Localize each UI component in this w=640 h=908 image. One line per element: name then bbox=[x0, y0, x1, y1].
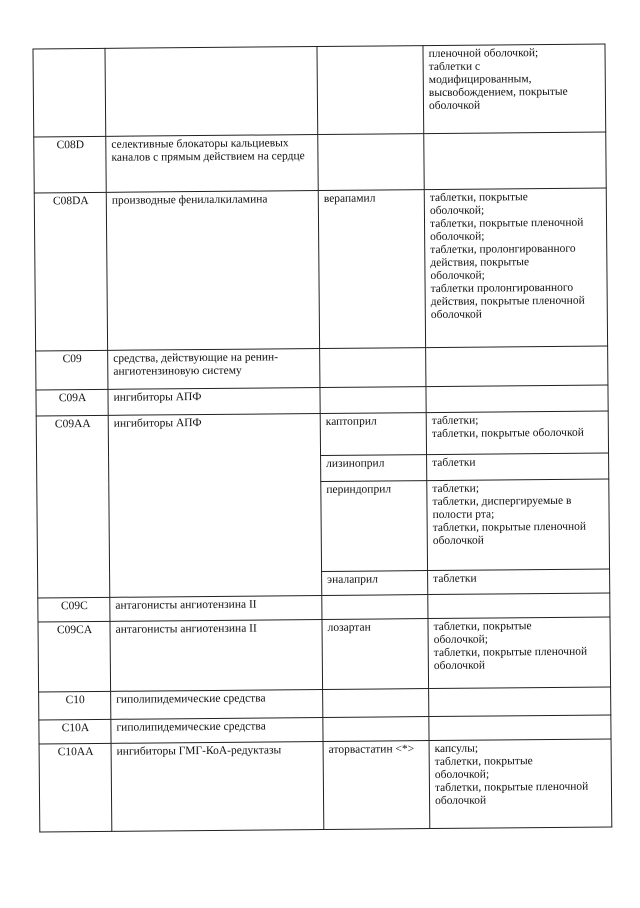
dosage-form-line: действия, покрытые пленочной bbox=[430, 294, 585, 309]
dosage-form-line: оболочкой; bbox=[434, 768, 490, 782]
group-name-cell: производные фенилалкиламина bbox=[106, 191, 319, 351]
dosage-form-line: оболочкой bbox=[432, 534, 484, 548]
dosage-form-cell bbox=[426, 346, 608, 387]
dosage-form-line: оболочкой; bbox=[430, 230, 485, 244]
dosage-form-line: таблетки; bbox=[431, 414, 479, 428]
atc-code-cell: C10 bbox=[39, 691, 111, 720]
dosage-form-cell bbox=[423, 44, 606, 134]
dosage-form-cell bbox=[426, 411, 608, 455]
dosage-form-line: пленочной оболочкой; bbox=[428, 47, 539, 61]
table-row bbox=[36, 411, 608, 458]
group-name-cell: средства, действующие на ренин-ангиотензиновую систему bbox=[108, 348, 320, 389]
dosage-form-line: таблетки, покрытые пленочной bbox=[433, 645, 588, 660]
atc-code-cell bbox=[33, 48, 106, 137]
group-name-cell: гиполипидемические средства bbox=[111, 689, 323, 719]
atc-code-cell: C08DA bbox=[34, 192, 107, 351]
inn-cell: периндоприл bbox=[321, 481, 428, 572]
inn-cell: верапамил bbox=[318, 190, 425, 349]
dosage-form-line: таблетки с bbox=[428, 60, 481, 74]
dosage-form-line: высвобождением, покрытые bbox=[428, 85, 568, 100]
dosage-form-line: таблетки; bbox=[432, 482, 480, 496]
dosage-form-cell bbox=[429, 715, 611, 741]
table-row bbox=[34, 132, 606, 193]
inn-cell bbox=[320, 387, 426, 414]
dosage-form-cell bbox=[428, 617, 611, 689]
dosage-form-line: модифицированным, bbox=[428, 73, 532, 87]
dosage-form-cell bbox=[424, 132, 606, 190]
group-name-cell: гиполипидемические средства bbox=[111, 717, 323, 743]
dosage-form-line: оболочкой; bbox=[433, 633, 488, 647]
group-name-cell: антагонисты ангиотензина II bbox=[110, 619, 323, 691]
dosage-form-line: оболочкой bbox=[430, 308, 482, 322]
dosage-form-line: оболочкой; bbox=[429, 204, 485, 218]
dosage-form-line: таблетки пролонгированного bbox=[430, 281, 574, 296]
dosage-form-line: капсулы; bbox=[434, 742, 479, 756]
table-row bbox=[38, 617, 611, 692]
dosage-form-cell bbox=[427, 479, 610, 571]
dosage-form-line: таблетки, покрытые bbox=[434, 755, 533, 769]
inn-cell bbox=[323, 689, 429, 718]
drug-classification-table bbox=[32, 43, 612, 832]
dosage-form-line: таблетки, диспергируемые в bbox=[432, 494, 572, 509]
dosage-form-line: полости рта; bbox=[432, 508, 495, 522]
dosage-form-line: таблетки, покрытые bbox=[433, 620, 532, 634]
dosage-form-cell bbox=[429, 687, 611, 717]
group-name-cell: ингибиторы ГМГ-КоА-редуктазы bbox=[111, 741, 324, 831]
atc-code-cell: C09 bbox=[36, 350, 108, 390]
atc-code-cell: C09A bbox=[36, 389, 108, 416]
dosage-form-line: действия, покрытые bbox=[430, 256, 530, 270]
dosage-form-cell bbox=[426, 385, 608, 413]
inn-cell: каптоприл bbox=[320, 413, 426, 456]
dosage-form-line: таблетки, покрытые пленочной bbox=[429, 216, 584, 231]
dosage-form-line: таблетки, покрытые пленочной bbox=[434, 780, 589, 795]
group-name-cell: ингибиторы АПФ bbox=[108, 387, 320, 415]
inn-cell bbox=[318, 134, 424, 191]
dosage-form-line: оболочкой bbox=[435, 794, 487, 808]
group-name-cell: ингибиторы АПФ bbox=[108, 413, 322, 597]
dosage-form-cell bbox=[424, 188, 607, 348]
inn-cell: эналаприл bbox=[322, 571, 428, 596]
atc-code-cell: C10AA bbox=[39, 743, 112, 832]
atc-code-cell: C09AA bbox=[36, 415, 110, 598]
atc-code-cell: C10A bbox=[39, 719, 111, 744]
dosage-form-cell bbox=[428, 593, 610, 619]
atc-code-cell: C08D bbox=[34, 136, 106, 193]
atc-code-cell: C09C bbox=[38, 597, 110, 622]
table-row bbox=[33, 44, 606, 137]
dosage-form-line: таблетки, покрытые bbox=[429, 191, 528, 205]
group-name-cell: селективные блокаторы кальциевых каналов с прямым действием на сердце bbox=[106, 135, 318, 193]
dosage-form-line: таблетки, покрытые пленочной bbox=[432, 520, 587, 535]
inn-cell bbox=[317, 46, 424, 135]
inn-cell: аторвастатин <*> bbox=[323, 741, 430, 830]
group-name-cell bbox=[105, 47, 318, 137]
dosage-form-line: оболочкой; bbox=[430, 269, 485, 283]
inn-cell: лозартан bbox=[322, 619, 429, 690]
table-row bbox=[39, 739, 612, 832]
inn-cell bbox=[322, 595, 428, 620]
inn-cell bbox=[320, 348, 426, 388]
dosage-form-line: таблетки, покрытые оболочкой bbox=[431, 426, 584, 441]
dosage-form-line: таблетки bbox=[433, 572, 477, 586]
dosage-form-line: оболочкой bbox=[428, 99, 481, 113]
atc-code-cell: C09CA bbox=[38, 621, 111, 692]
inn-cell bbox=[323, 717, 429, 742]
dosage-form-cell bbox=[428, 569, 610, 595]
dosage-form-cell bbox=[427, 453, 609, 481]
table-row bbox=[34, 188, 607, 351]
inn-cell: лизиноприл bbox=[321, 455, 427, 482]
table-row bbox=[36, 346, 608, 390]
dosage-form-line: таблетки, пролонгированного bbox=[430, 242, 576, 257]
dosage-form-line: таблетки bbox=[432, 456, 476, 470]
dosage-form-line: оболочкой bbox=[433, 659, 486, 673]
group-name-cell: антагонисты ангиотензина II bbox=[110, 595, 322, 621]
dosage-form-cell bbox=[429, 739, 612, 829]
